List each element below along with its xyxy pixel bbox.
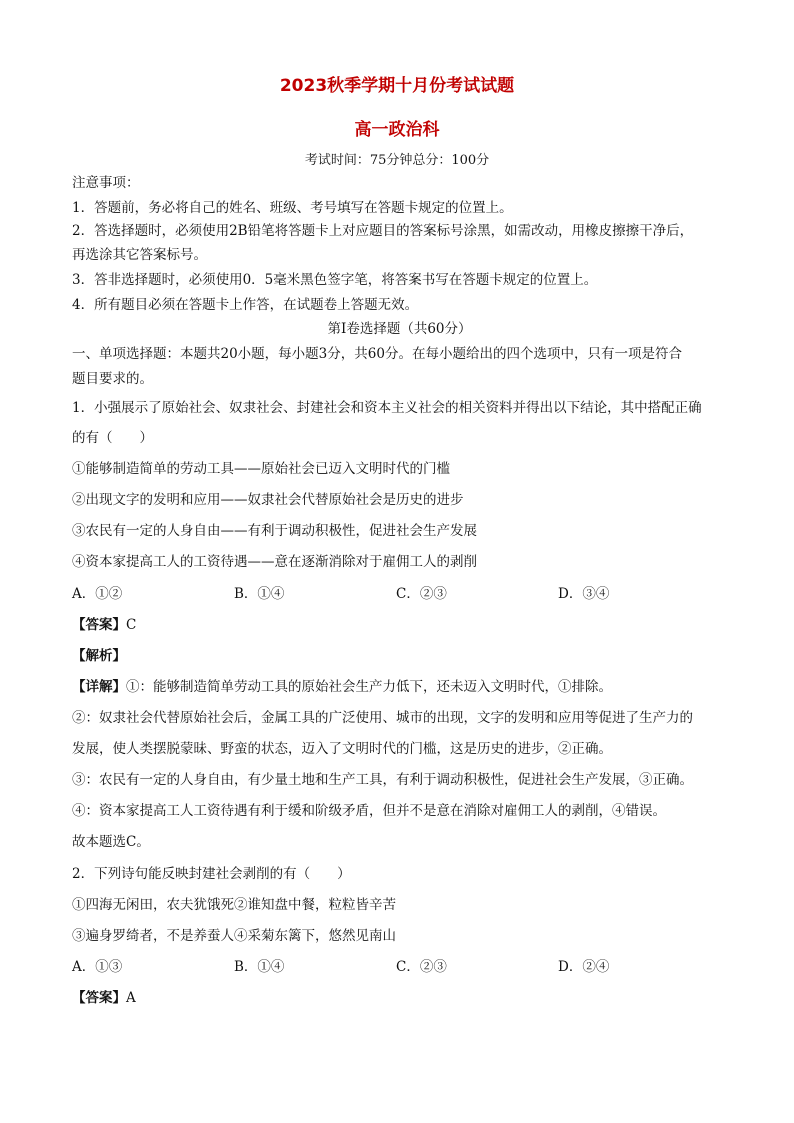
q1-detail-2a: ②：奴隶社会代替原始社会后，金属工具的广泛使用、城市的出现，文字的发明和应用等促进了生产力的 — [72, 710, 693, 726]
q1-statement-3: ③农民有一定的人身自由——有利于调动积极性，促进社会生产发展 — [72, 523, 477, 539]
q1-statement-4: ④资本家提高工人的工资待遇——意在逐渐消除对于雇佣工人的剥削 — [72, 554, 477, 570]
section-intro-a: 一、单项选择题：本题共20小题，每小题3分，共60分。在每小题给出的四个选项中，只有一项是符合 — [72, 346, 682, 362]
q1-option-a: A．①② — [72, 586, 123, 602]
notes-heading: 注意事项： — [72, 175, 140, 191]
q1-answer-value: C — [126, 617, 137, 633]
note-2a: 2．答选择题时，必须使用2B铅笔将答题卡上对应题目的答案标号涂黑，如需改动，用橡皮擦擦干净后， — [72, 223, 694, 239]
q2-answer-value: A — [126, 990, 136, 1006]
q2-option-d: D．②④ — [558, 959, 610, 975]
q1-detail-1-text: ①：能够制造简单劳动工具的原始社会生产力低下，还未迈入文明时代，①排除。 — [126, 679, 612, 695]
exam-title: 2023秋季学期十月份考试试题 — [279, 76, 515, 96]
q1-statement-1: ①能够制造简单的劳动工具——原始社会已迈入文明时代的门槛 — [72, 461, 450, 477]
note-1: 1．答题前，务必将自己的姓名、班级、考号填写在答题卡规定的位置上。 — [72, 200, 513, 216]
q1-stem-b: 的有（ ） — [72, 430, 153, 446]
q1-option-c: C．②③ — [396, 586, 447, 602]
q2-option-c: C．②③ — [396, 959, 447, 975]
section-intro-b: 题目要求的。 — [72, 371, 153, 387]
q1-answer-label: 【答案】 — [72, 617, 126, 633]
q1-detail-label: 【详解】 — [72, 679, 126, 695]
note-2b: 再选涂其它答案标号。 — [72, 247, 207, 263]
q1-option-d: D．③④ — [558, 586, 610, 602]
subject-title: 高一政治科 — [354, 120, 440, 140]
note-3: 3．答非选择题时，必须使用0．5毫米黑色签字笔，将答案书写在答题卡规定的位置上。 — [72, 272, 598, 288]
q2-statements-3-4: ③遍身罗绮者，不是养蚕人④采菊东篱下，悠然见南山 — [72, 928, 396, 944]
note-4: 4．所有题目必须在答题卡上作答，在试题卷上答题无效。 — [72, 297, 419, 313]
q1-option-b: B．①④ — [234, 586, 285, 602]
q1-detail-3: ③：农民有一定的人身自由，有少量土地和生产工具，有利于调动积极性，促进社会生产发展，③正确。 — [72, 772, 693, 788]
q1-analysis-label: 【解析】 — [72, 648, 126, 664]
q2-stem: 2．下列诗句能反映封建社会剥削的有（ ） — [72, 866, 351, 882]
q1-detail-2b: 发展，使人类摆脱蒙昧、野蛮的状态，迈入了文明时代的门槛，这是历史的进步，②正确。 — [72, 741, 612, 757]
q1-detail-4: ④：资本家提高工人工资待遇有利于缓和阶级矛盾，但并不是意在消除对雇佣工人的剥削，④错误。 — [72, 803, 666, 819]
q1-stem-a: 1．小强展示了原始社会、奴隶社会、封建社会和资本主义社会的相关资料并得出以下结论，其中搭配正确 — [72, 400, 702, 416]
q2-answer-label: 【答案】 — [72, 990, 126, 1006]
q1-detail-1 — [72, 678, 727, 696]
q1-conclusion: 故本题选C。 — [72, 834, 150, 850]
q2-option-b: B．①④ — [234, 959, 285, 975]
q1-statement-2: ②出现文字的发明和应用——奴隶社会代替原始社会是历史的进步 — [72, 492, 464, 508]
time-info: 考试时间：75分钟总分：100分 — [304, 153, 490, 168]
q1-answer — [72, 616, 727, 634]
q2-option-a: A．①③ — [72, 959, 123, 975]
section-title: 第Ⅰ卷选择题（共60分） — [327, 321, 472, 337]
q2-answer — [72, 989, 727, 1007]
q2-statements-1-2: ①四海无闲田，农夫犹饿死②谁知盘中餐，粒粒皆辛苦 — [72, 897, 396, 913]
